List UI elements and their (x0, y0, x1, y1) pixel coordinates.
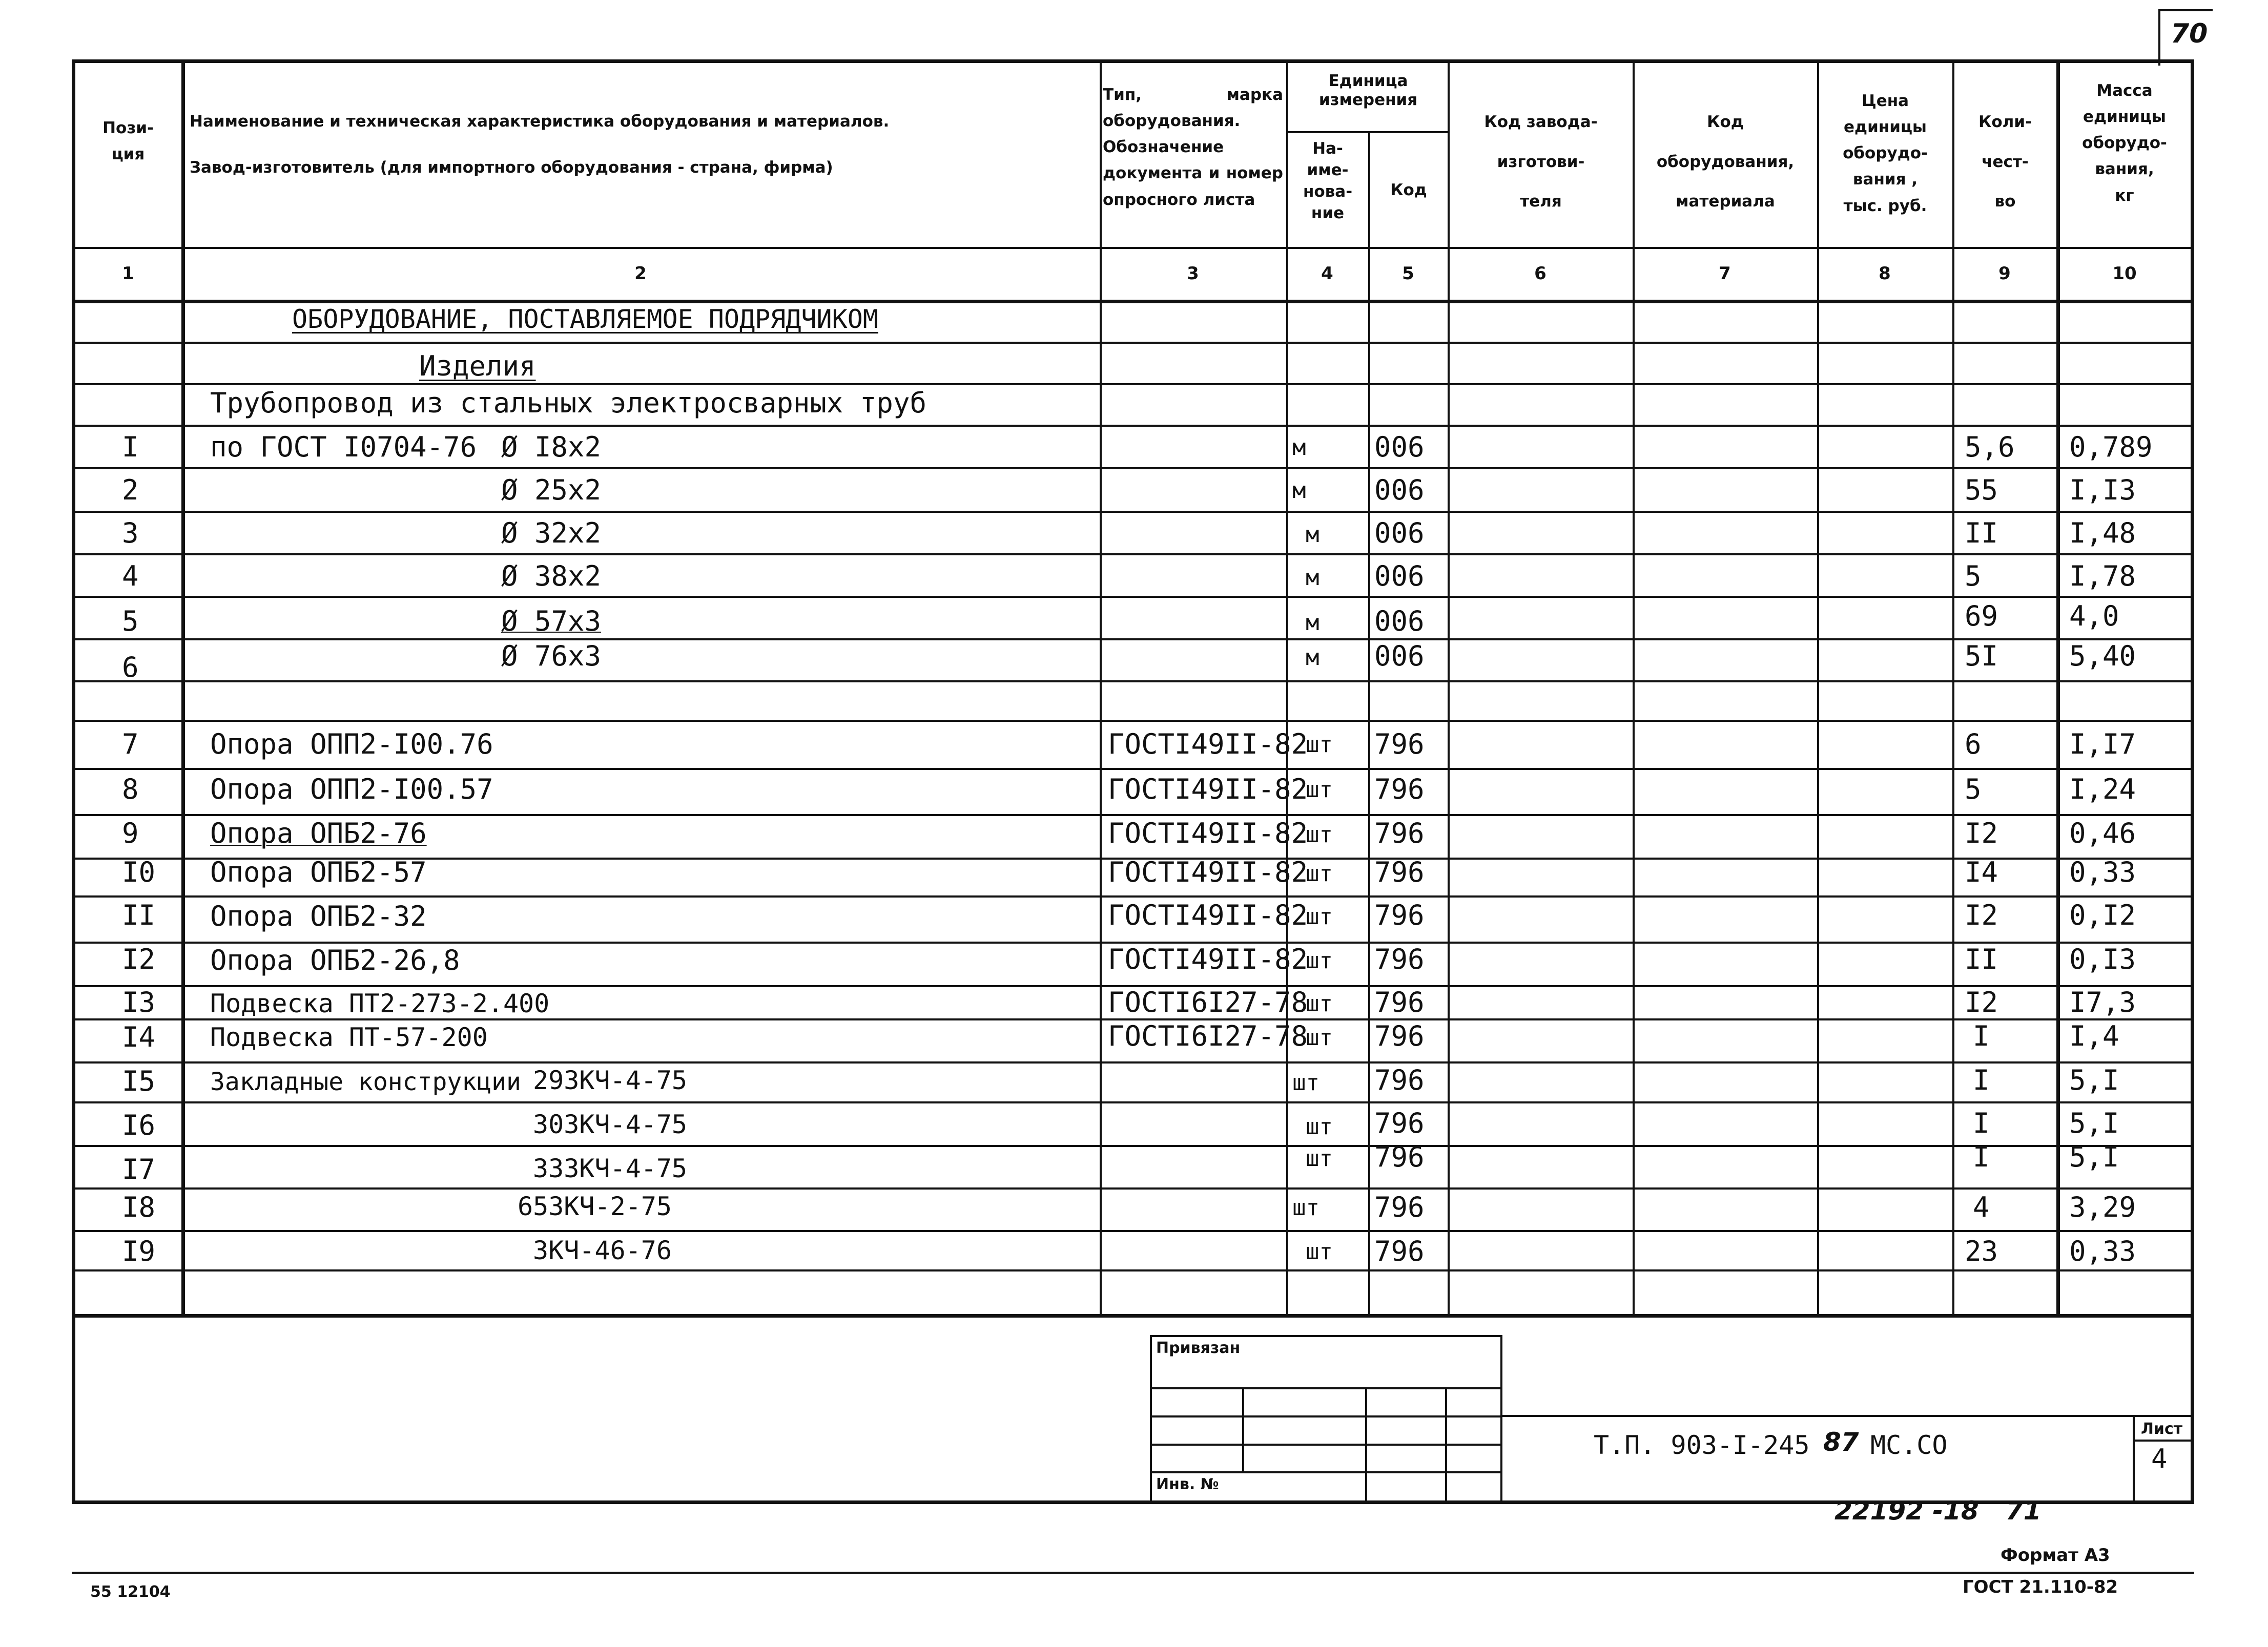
row-doc: ГОСТI6I27-78 (1108, 986, 1308, 1018)
row-spec: Ø 25x2 (501, 474, 602, 506)
row-qty: II (1965, 517, 1998, 549)
row-position: I0 (122, 856, 156, 888)
row-mass: 0,789 (2069, 431, 2153, 463)
privyazan-line-2 (1150, 1415, 1502, 1417)
col-line-8 (1952, 59, 1954, 1316)
row-qty: I (1973, 1064, 1990, 1096)
row-position: 9 (122, 817, 139, 849)
row-mass: I,24 (2069, 773, 2136, 805)
inv-number-label: Инв. № (1156, 1475, 1219, 1493)
privyazan-box-left (1150, 1335, 1152, 1502)
row-name: Опора ОПБ2-57 (210, 856, 427, 888)
col-line-2 (1100, 59, 1102, 1316)
privyazan-line-4 (1150, 1471, 1502, 1473)
row-line (72, 342, 2194, 344)
row-position: 2 (122, 474, 139, 506)
col-number: 8 (1879, 263, 1891, 284)
col-number: 7 (1719, 263, 1731, 284)
row-code: 796 (1374, 899, 1425, 931)
row-code: 796 (1374, 943, 1425, 975)
row-unit: шт (1306, 904, 1333, 930)
row-doc: ГОСТI49II-82 (1108, 817, 1308, 849)
col-number: 5 (1402, 263, 1414, 284)
row-unit: шт (1306, 822, 1333, 848)
row-line (72, 1269, 2194, 1271)
col-number: 6 (1534, 263, 1547, 284)
page-number-box-top (2158, 9, 2213, 11)
row-qty: I2 (1965, 817, 1998, 849)
row-spec: Ø I8x2 (501, 431, 602, 463)
col-line-7 (1817, 59, 1819, 1316)
row-unit: м (1306, 644, 1319, 671)
row-code: 796 (1374, 773, 1425, 805)
document-code: Т.П. 903-I-245 (1594, 1430, 1810, 1460)
row-spec: 303КЧ-4-75 (533, 1110, 688, 1139)
row-unit: м (1306, 565, 1319, 591)
row-spec: Ø 32x2 (501, 517, 602, 549)
row-line (72, 596, 2194, 598)
row-position: 8 (122, 773, 139, 805)
row-line (72, 1145, 2194, 1147)
row-unit: м (1306, 610, 1319, 636)
handwritten-reference: 22192 -18 71 (1834, 1496, 2042, 1526)
row-spec: Ø 76x3 (501, 640, 602, 672)
row-mass: I,78 (2069, 560, 2136, 592)
row-unit: шт (1306, 1025, 1333, 1051)
subsection-title: Изделия (419, 350, 536, 382)
row-unit: шт (1306, 1239, 1333, 1265)
row-qty: 55 (1965, 474, 1998, 506)
unit-header-divider (1288, 131, 1448, 133)
row-qty: I4 (1965, 856, 1998, 888)
row-spec: 3КЧ-46-76 (533, 1236, 672, 1265)
row-mass: 0,33 (2069, 1235, 2136, 1267)
row-line (72, 467, 2194, 469)
header-type-doc: Тип, марка оборудования. Обозначение документа и номер опросного листа (1103, 86, 1283, 209)
row-unit: м (1292, 434, 1306, 461)
row-code: 796 (1374, 817, 1425, 849)
row-code: 796 (1374, 986, 1425, 1018)
row-code: 006 (1374, 474, 1425, 506)
privyazan-vline-3 (1445, 1387, 1447, 1502)
privyazan-vline-1 (1242, 1387, 1244, 1471)
col-line-1 (181, 59, 185, 1316)
row-qty: 23 (1965, 1235, 1998, 1267)
row-position: I2 (122, 943, 156, 975)
row-mass: 5,I (2069, 1141, 2119, 1173)
row-code: 006 (1374, 605, 1425, 637)
sheet-box-left (2133, 1415, 2135, 1502)
header-unit-code: Код (1390, 181, 1427, 199)
privyazan-box-right (1500, 1335, 1502, 1502)
row-mass: 4,0 (2069, 600, 2119, 632)
header-factory-code: Код завода- изготови- теля (1484, 113, 1598, 211)
row-unit: м (1292, 477, 1306, 504)
row-unit: шт (1306, 861, 1333, 887)
row-mass: 0,33 (2069, 856, 2136, 888)
row-line (72, 1061, 2194, 1064)
row-code: 006 (1374, 517, 1425, 549)
header-price: Цена единицы оборудо- вания , тыс. руб. (1843, 92, 1928, 215)
row-name: Опора ОПП2-I00.57 (210, 773, 493, 805)
row-doc: ГОСТI6I27-78 (1108, 1020, 1308, 1052)
row-code: 796 (1374, 728, 1425, 760)
header-unit-name: На- име- нова- ние (1303, 139, 1353, 222)
row-line (72, 553, 2194, 555)
row-line (72, 638, 2194, 640)
row-qty: 5 (1965, 560, 1982, 592)
row-code: 796 (1374, 856, 1425, 888)
row-mass: I,I3 (2069, 474, 2136, 506)
row-mass: 5,I (2069, 1107, 2119, 1139)
row-unit: шт (1306, 991, 1333, 1017)
col-number: 10 (2112, 263, 2137, 284)
row-qty: 5I (1965, 640, 1998, 672)
row-unit: шт (1292, 1070, 1319, 1096)
row-mass: 0,46 (2069, 817, 2136, 849)
row-mass: 0,I2 (2069, 899, 2136, 931)
page-number-box-left (2158, 9, 2160, 66)
privyazan-line-1 (1150, 1387, 1502, 1389)
section-title: ОБОРУДОВАНИЕ, ПОСТАВЛЯЕМОЕ ПОДРЯДЧИКОМ (292, 304, 878, 334)
page-number: 70 (2171, 18, 2208, 49)
colnum-bottom-line (72, 300, 2194, 303)
row-mass: I,4 (2069, 1020, 2119, 1052)
row-line (72, 680, 2194, 682)
row-line (72, 895, 2194, 898)
row-line (72, 768, 2194, 770)
header-name-line1: Наименование и техническая характеристика оборудования и материалов. (190, 112, 890, 131)
row-spec: 293КЧ-4-75 (533, 1066, 688, 1095)
col-number: 3 (1187, 263, 1199, 284)
row-name: Опора ОПБ2-26,8 (210, 944, 460, 976)
row-spec: 333КЧ-4-75 (533, 1154, 688, 1183)
row-code: 796 (1374, 1020, 1425, 1052)
row-position: 4 (122, 560, 139, 592)
col-line-5 (1448, 59, 1450, 1316)
row-spec: 653КЧ-2-75 (518, 1192, 672, 1221)
frame-right (2191, 59, 2194, 1504)
row-line (72, 1101, 2194, 1103)
row-unit: шт (1292, 1195, 1319, 1221)
row-position: 5 (122, 605, 139, 637)
row-position: I (122, 431, 139, 463)
row-qty: 5,6 (1965, 431, 2015, 463)
stamp-right-top (1502, 1415, 2194, 1417)
row-code: 796 (1374, 1235, 1425, 1267)
row-mass: I7,3 (2069, 986, 2136, 1018)
row-line (72, 814, 2194, 816)
row-unit: шт (1306, 777, 1333, 803)
row-mass: 3,29 (2069, 1191, 2136, 1223)
col-number: 1 (122, 263, 134, 284)
col-number: 4 (1321, 263, 1333, 284)
row-code: 006 (1374, 560, 1425, 592)
row-line (72, 720, 2194, 722)
col-line-9 (2056, 59, 2060, 1316)
row-name: Закладные конструкции (210, 1068, 521, 1096)
row-unit: м (1306, 522, 1319, 548)
row-doc: ГОСТI49II-82 (1108, 943, 1308, 975)
row-qty: 5 (1965, 773, 1982, 805)
row-position: 7 (122, 728, 139, 760)
row-doc: ГОСТI49II-82 (1108, 899, 1308, 931)
row-line (72, 1230, 2194, 1232)
col-number: 9 (1998, 263, 2011, 284)
row-doc: ГОСТI49II-82 (1108, 856, 1308, 888)
header-quantity: Коли- чест- во (1978, 113, 2032, 211)
sheet-box-divider (2133, 1440, 2194, 1442)
row-mass: 0,I3 (2069, 943, 2136, 975)
row-mass: 5,40 (2069, 640, 2136, 672)
row-position: II (122, 899, 156, 931)
document-mark: МС.СО (1870, 1430, 1948, 1460)
header-mass: Масса единицы оборудо- вания, кг (2082, 81, 2167, 205)
format-label: Формат А3 (2001, 1545, 2110, 1566)
row-code: 796 (1374, 1107, 1425, 1139)
row-unit: шт (1306, 1145, 1333, 1172)
frame-left (72, 59, 75, 1504)
row-unit: шт (1306, 948, 1333, 974)
row-qty: 69 (1965, 600, 1998, 632)
header-bottom-line (72, 247, 2194, 249)
row-unit: шт (1306, 1114, 1333, 1140)
row-qty: II (1965, 943, 1998, 975)
row-mass: I,48 (2069, 517, 2136, 549)
row-line (72, 1187, 2194, 1190)
row-name: Опора ОПБ2-32 (210, 900, 427, 932)
row-qty: I (1973, 1020, 1990, 1052)
row-code: 796 (1374, 1191, 1425, 1223)
row-spec: Ø 38x2 (501, 560, 602, 592)
row-doc: ГОСТI49II-82 (1108, 728, 1308, 760)
row-name: Опора ОПП2-I00.76 (210, 728, 493, 760)
row-qty: 6 (1965, 728, 1982, 760)
row-qty: 4 (1973, 1191, 1990, 1223)
row-doc: ГОСТI49II-82 (1108, 773, 1308, 805)
table-bottom-line (72, 1314, 2194, 1318)
header-name-line2: Завод-изготовитель (для импортного оборудования - страна, фирма) (190, 158, 833, 177)
row-name: Подвеска ПТ-57-200 (210, 1023, 488, 1052)
frame-top (72, 59, 2194, 63)
row-code: 796 (1374, 1064, 1425, 1096)
row-position: I5 (122, 1065, 156, 1097)
row-qty: I2 (1965, 899, 1998, 931)
col-number: 2 (634, 263, 647, 284)
row-name: Подвеска ПТ2-273-2.400 (210, 989, 550, 1018)
gost-reference: ГОСТ 21.110-82 (1963, 1577, 2118, 1597)
row-position: I8 (122, 1191, 156, 1223)
row-code: 006 (1374, 640, 1425, 672)
privyazan-vline-2 (1365, 1387, 1367, 1502)
row-position: 3 (122, 517, 139, 549)
print-code: 55 12104 (90, 1583, 171, 1601)
sheet-label: Лист (2141, 1420, 2183, 1438)
row-mass: 5,I (2069, 1064, 2119, 1096)
row-code: 006 (1374, 431, 1425, 463)
header-position: Пози- ция (102, 119, 154, 164)
row-name: Опора ОПБ2-76 (210, 817, 427, 849)
header-equipment-code: Код оборудования, материала (1656, 113, 1795, 211)
row-position: I6 (122, 1109, 156, 1141)
privyazan-box-top (1150, 1335, 1502, 1337)
row-spec: Ø 57x3 (501, 605, 602, 637)
col-line-3 (1286, 59, 1288, 1316)
row-position: 6 (122, 651, 139, 683)
sheet-number: 4 (2151, 1444, 2168, 1474)
row-qty: I (1973, 1141, 1990, 1173)
privyazan-line-3 (1150, 1444, 1502, 1446)
row-unit: шт (1306, 732, 1333, 758)
row-position: I4 (122, 1021, 156, 1053)
document-code-handwritten: 87 (1823, 1427, 1859, 1457)
row-qty: I (1973, 1107, 1990, 1139)
row-line (72, 383, 2194, 385)
row-position: I9 (122, 1235, 156, 1267)
row-position: I3 (122, 986, 156, 1018)
row-name: по ГОСТ I0704-76 (210, 431, 477, 463)
group-title: Трубопровод из стальных электросварных труб (210, 387, 926, 419)
row-mass: I,I7 (2069, 728, 2136, 760)
row-line (72, 511, 2194, 513)
footer-line (72, 1572, 2194, 1574)
row-qty: I2 (1965, 986, 1998, 1018)
header-unit: Единица измерения (1318, 72, 1418, 110)
row-code: 796 (1374, 1141, 1425, 1173)
col-line-6 (1633, 59, 1635, 1316)
col-line-4 (1368, 131, 1370, 1316)
row-position: I7 (122, 1153, 156, 1185)
row-line (72, 425, 2194, 427)
privyazan-label: Привязан (1156, 1339, 1241, 1357)
